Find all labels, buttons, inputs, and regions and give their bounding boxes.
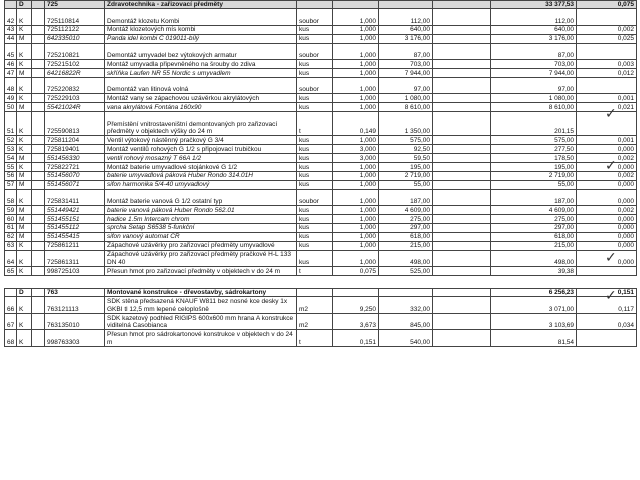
total-price: 3 071,00 [491,297,577,314]
unit-price: 87,00 [379,43,433,60]
quantity: 3,673 [333,313,379,330]
weight: 0,000 [577,189,637,206]
unit-price: 3 176,00 [379,34,433,43]
unit: soubor [297,43,333,60]
row-type: K [17,313,32,330]
unit: t [297,267,333,276]
unit: kus [297,232,333,241]
row-number: 42 [5,9,17,26]
table-row [5,145,637,154]
table-row [5,330,637,347]
quantity: 1,000 [333,180,379,189]
row-type: K [17,94,32,103]
unit-price: 640,00 [379,25,433,34]
weight: 0,000 [577,215,637,224]
weight: 0,025 [577,34,637,43]
item-description: Montáž baterie umyvadlové stojánkové G 1/2 [105,163,297,172]
section-total: 33 377,53 [491,1,577,9]
unit-price: 703,00 [379,60,433,69]
row-number: 60 [5,215,17,224]
unit: m2 [297,297,333,314]
unit-price: 618,00 [379,232,433,241]
checkmark: ✓ [605,250,617,266]
total-price: 575,00 [491,136,577,145]
total-price: 2 719,00 [491,171,577,180]
row-number: 53 [5,145,17,154]
checkmark: ✓ [605,288,617,304]
unit: kus [297,60,333,69]
item-code: 725831411 [45,189,105,206]
item-description: SDK kazetový podhled RIGIPS 600x600 mm hrana A konstrukce viditelná Casobianca [105,313,297,330]
table-row [5,69,637,78]
item-description: sprcha Setap S6538 5-funkční [105,223,297,232]
total-price: 297,00 [491,223,577,232]
total-price: 178,50 [491,154,577,163]
item-description: Montáž ventilů rohových G 1/2 s připojovací trubičkou [105,145,297,154]
row-number: 63 [5,241,17,250]
row-number: 58 [5,189,17,206]
table-row [5,25,637,34]
row-type: K [17,241,32,250]
section-montovane [5,289,637,347]
table-row [5,223,637,232]
total-price: 275,00 [491,215,577,224]
row-number: 55 [5,163,17,172]
row-number: 68 [5,330,17,347]
unit: t [297,112,333,136]
row-type: M [17,103,32,112]
quantity: 1,000 [333,25,379,34]
weight: 0,000 [577,241,637,250]
unit: kus [297,206,333,215]
section-code: 725 [45,1,105,9]
weight: 0,003 [577,60,637,69]
total-price: 277,50 [491,145,577,154]
row-type: K [17,297,32,314]
table-row [5,241,637,250]
section-total: 6 256,23 [491,289,577,297]
weight: 0,000 [577,250,637,267]
item-description: baterie umyvadlová páková Huber Rondo 314.01H [105,171,297,180]
total-price: 3 103,69 [491,313,577,330]
table-row [5,313,637,330]
item-description: vana akrylátová Fontána 160x90 [105,103,297,112]
item-description: Přesun hmot pro zařizovací předměty v objektech v do 24 m [105,267,297,276]
item-code: 998725103 [45,267,105,276]
unit: kus [297,34,333,43]
table-row [5,103,637,112]
unit: soubor [297,77,333,94]
section-header-row [5,1,637,9]
item-description: Montáž umyvadla připevněného na šrouby do zdiva [105,60,297,69]
item-description: Montáž klozetových mís kombi [105,25,297,34]
table-row [5,215,637,224]
total-price: 55,00 [491,180,577,189]
table-row [5,206,637,215]
item-description: sifon vanový automat CR [105,232,297,241]
weight: 0,000 [577,180,637,189]
total-price: 4 609,00 [491,206,577,215]
item-description: Demontáž klozetu Kombi [105,9,297,26]
total-price: 640,00 [491,25,577,34]
unit: kus [297,163,333,172]
row-number: 50 [5,103,17,112]
row-type: K [17,136,32,145]
row-number: 45 [5,43,17,60]
table-row [5,94,637,103]
unit: kus [297,250,333,267]
row-type: M [17,223,32,232]
gap [5,276,637,289]
item-description: Přesun hmot pro sádrokartonové konstrukce v objektech v do 24 m [105,330,297,347]
section-type: D [17,1,32,9]
item-code: 725811204 [45,136,105,145]
quantity: 1,000 [333,215,379,224]
item-code: 725110814 [45,9,105,26]
section-code: 763 [45,289,105,297]
weight: 0,001 [577,94,637,103]
item-description: Zápachové uzávěrky pro zařizovací předměty pračkové H-L 133 DN 40 [105,250,297,267]
row-number: 51 [5,112,17,136]
row-type: K [17,330,32,347]
unit-price: 55,00 [379,180,433,189]
row-type: M [17,34,32,43]
total-price: 201,15 [491,112,577,136]
table-row [5,60,637,69]
weight: 0,002 [577,154,637,163]
unit-price: 575,00 [379,136,433,145]
row-type: K [17,145,32,154]
row-number: 65 [5,267,17,276]
row-number: 54 [5,154,17,163]
weight: 0,000 [577,163,637,172]
total-price: 618,00 [491,232,577,241]
weight [577,77,637,94]
unit: kus [297,215,333,224]
row-number: 44 [5,34,17,43]
unit: kus [297,171,333,180]
item-code: 551455151 [45,215,105,224]
row-number: 52 [5,136,17,145]
item-description: SDK stěna předsazená KNAUF W811 bez nosné kce desky 1x GKBI tl 12,5 mm lepené celoplošně [105,297,297,314]
table-row [5,43,637,60]
unit-price: 525,00 [379,267,433,276]
row-number: 47 [5,69,17,78]
row-number: 49 [5,94,17,103]
quantity: 0,151 [333,330,379,347]
item-code: 64216822R [45,69,105,78]
unit: kus [297,25,333,34]
unit: kus [297,241,333,250]
total-price: 187,00 [491,189,577,206]
weight: 0,000 [577,223,637,232]
item-code: 725210821 [45,43,105,60]
row-number: 57 [5,180,17,189]
row-number: 67 [5,313,17,330]
table-row [5,163,637,172]
table-row [5,34,637,43]
table-row [5,297,637,314]
item-description: Panda ideI kombi C 019011-bílý [105,34,297,43]
item-code: 725819401 [45,145,105,154]
budget-table [4,0,637,347]
table-row [5,112,637,136]
total-price: 3 176,00 [491,34,577,43]
unit: soubor [297,9,333,26]
item-code: 725112122 [45,25,105,34]
table-row [5,9,637,26]
unit-price: 540,00 [379,330,433,347]
checkmark: ✓ [605,158,617,174]
row-type: K [17,77,32,94]
item-code: 725215102 [45,60,105,69]
row-type: K [17,250,32,267]
unit: soubor [297,189,333,206]
total-price: 703,00 [491,60,577,69]
quantity: 1,000 [333,189,379,206]
quantity: 1,000 [333,34,379,43]
unit-price: 215,00 [379,241,433,250]
row-type: K [17,25,32,34]
total-price: 87,00 [491,43,577,60]
table-row [5,250,637,267]
quantity: 9,250 [333,297,379,314]
unit-price: 59,50 [379,154,433,163]
quantity: 1,000 [333,69,379,78]
total-price: 215,00 [491,241,577,250]
item-description: Montáž vany se zápachovou uzávěrkou akrylátových [105,94,297,103]
table-row [5,77,637,94]
unit-price: 2 719,00 [379,171,433,180]
unit-price: 4 609,00 [379,206,433,215]
item-code: 725220832 [45,77,105,94]
row-type: M [17,215,32,224]
unit-price: 1 350,00 [379,112,433,136]
section-type: D [17,289,32,297]
unit-price: 195,00 [379,163,433,172]
item-description: hadice 1.5m Intercam chrom [105,215,297,224]
unit-price: 332,00 [379,297,433,314]
item-description: Montáž baterie vanová G 1/2 ostatní typ [105,189,297,206]
row-number: 66 [5,297,17,314]
quantity: 0,149 [333,112,379,136]
item-description: Ventil výtokový nástěnný pračkový G 3/4 [105,136,297,145]
weight: 0,012 [577,69,637,78]
quantity: 1,000 [333,171,379,180]
total-price: 39,38 [491,267,577,276]
row-number: 46 [5,60,17,69]
row-type: M [17,69,32,78]
quantity: 3,000 [333,154,379,163]
item-code: 998763303 [45,330,105,347]
weight: 0,001 [577,136,637,145]
item-description: baterie vanová páková Huber Rondo 562.01 [105,206,297,215]
quantity: 1,000 [333,77,379,94]
item-description: Demontáž umyvadel bez výtokových armatur [105,43,297,60]
quantity: 1,000 [333,223,379,232]
row-number: 61 [5,223,17,232]
quantity: 3,000 [333,145,379,154]
table-row [5,180,637,189]
quantity: 1,000 [333,60,379,69]
item-description: ventil rohový mosazný T 66A 1/2 [105,154,297,163]
quantity: 1,000 [333,232,379,241]
total-price: 195,00 [491,163,577,172]
table-row [5,267,637,276]
item-description: sifon harmonika 5/4-40 umyvadlový [105,180,297,189]
quantity: 1,000 [333,250,379,267]
unit-price: 112,00 [379,9,433,26]
unit: kus [297,180,333,189]
unit: t [297,330,333,347]
quantity: 1,000 [333,136,379,145]
item-code: 725590813 [45,112,105,136]
row-type: K [17,267,32,276]
unit-price: 92,50 [379,145,433,154]
unit: kus [297,103,333,112]
item-description: Demontáž van litinová volná [105,77,297,94]
item-code: 725861311 [45,250,105,267]
item-code: 763135010 [45,313,105,330]
weight [577,43,637,60]
weight [577,112,637,136]
unit-price: 297,00 [379,223,433,232]
row-type: M [17,154,32,163]
weight: 0,117 [577,297,637,314]
total-price: 81,54 [491,330,577,347]
section-title: Montované konstrukce - dřevostavby, sádrokartony [105,289,297,297]
quantity: 1,000 [333,9,379,26]
weight [577,9,637,26]
unit-price: 7 944,00 [379,69,433,78]
weight: 0,002 [577,171,637,180]
item-code: 725822721 [45,163,105,172]
section-weight: 0,075 [577,1,637,9]
quantity: 1,000 [333,163,379,172]
total-price: 498,00 [491,250,577,267]
unit: kus [297,69,333,78]
unit: kus [297,145,333,154]
item-code: 551455415 [45,232,105,241]
unit: kus [297,136,333,145]
total-price: 1 080,00 [491,94,577,103]
row-type: K [17,43,32,60]
weight: 0,021 [577,103,637,112]
weight: 0,034 [577,313,637,330]
unit: m2 [297,313,333,330]
weight: 0,002 [577,206,637,215]
quantity: 1,000 [333,241,379,250]
weight: 0,000 [577,232,637,241]
unit-price: 187,00 [379,189,433,206]
row-number: 64 [5,250,17,267]
table-row [5,136,637,145]
item-code: 725229103 [45,94,105,103]
section-zdravotechnika [5,1,637,276]
checkmark: ✓ [605,106,617,122]
unit-price: 275,00 [379,215,433,224]
row-type: K [17,189,32,206]
unit: kus [297,94,333,103]
row-type: M [17,180,32,189]
total-price: 112,00 [491,9,577,26]
row-type: K [17,9,32,26]
quantity: 0,075 [333,267,379,276]
total-price: 97,00 [491,77,577,94]
section-title: Zdravotechnika - zařizovací předměty [105,1,297,9]
row-number: 43 [5,25,17,34]
item-code: 551449421 [45,206,105,215]
section-header-row [5,289,637,297]
total-price: 7 944,00 [491,69,577,78]
item-code: 763121113 [45,297,105,314]
weight: 0,000 [577,145,637,154]
row-number: 62 [5,232,17,241]
weight [577,330,637,347]
item-code: 551456071 [45,180,105,189]
item-code: 551456070 [45,171,105,180]
item-description: Přemístění vnitrostaveništní demontovaných pro zařizovací předměty v objektech výšky do 24 m [105,112,297,136]
item-code: 551456330 [45,154,105,163]
item-description: Zápachové uzávěrky pro zařizovací předměty umyvadlové [105,241,297,250]
quantity: 1,000 [333,103,379,112]
item-code: 725861211 [45,241,105,250]
total-price: 8 610,00 [491,103,577,112]
quantity: 1,000 [333,94,379,103]
table-row [5,154,637,163]
unit: kus [297,154,333,163]
table-row [5,232,637,241]
unit-price: 845,00 [379,313,433,330]
table-row [5,189,637,206]
row-type: M [17,232,32,241]
row-type: M [17,171,32,180]
item-code: 551455112 [45,223,105,232]
row-type: K [17,163,32,172]
unit-price: 1 080,00 [379,94,433,103]
item-description: skříňka Laufen NR 55 Nordic s umyvadlem [105,69,297,78]
item-code: 55421024R [45,103,105,112]
row-number: 59 [5,206,17,215]
weight [577,267,637,276]
unit: kus [297,223,333,232]
row-type: K [17,60,32,69]
table-row [5,171,637,180]
row-number: 48 [5,77,17,94]
unit-price: 97,00 [379,77,433,94]
unit-price: 498,00 [379,250,433,267]
row-number: 56 [5,171,17,180]
row-type: M [17,206,32,215]
section-weight: 0,151 [577,289,637,297]
unit-price: 8 610,00 [379,103,433,112]
quantity: 1,000 [333,206,379,215]
item-code: 642335010 [45,34,105,43]
row-type: K [17,112,32,136]
quantity: 1,000 [333,43,379,60]
weight: 0,002 [577,25,637,34]
